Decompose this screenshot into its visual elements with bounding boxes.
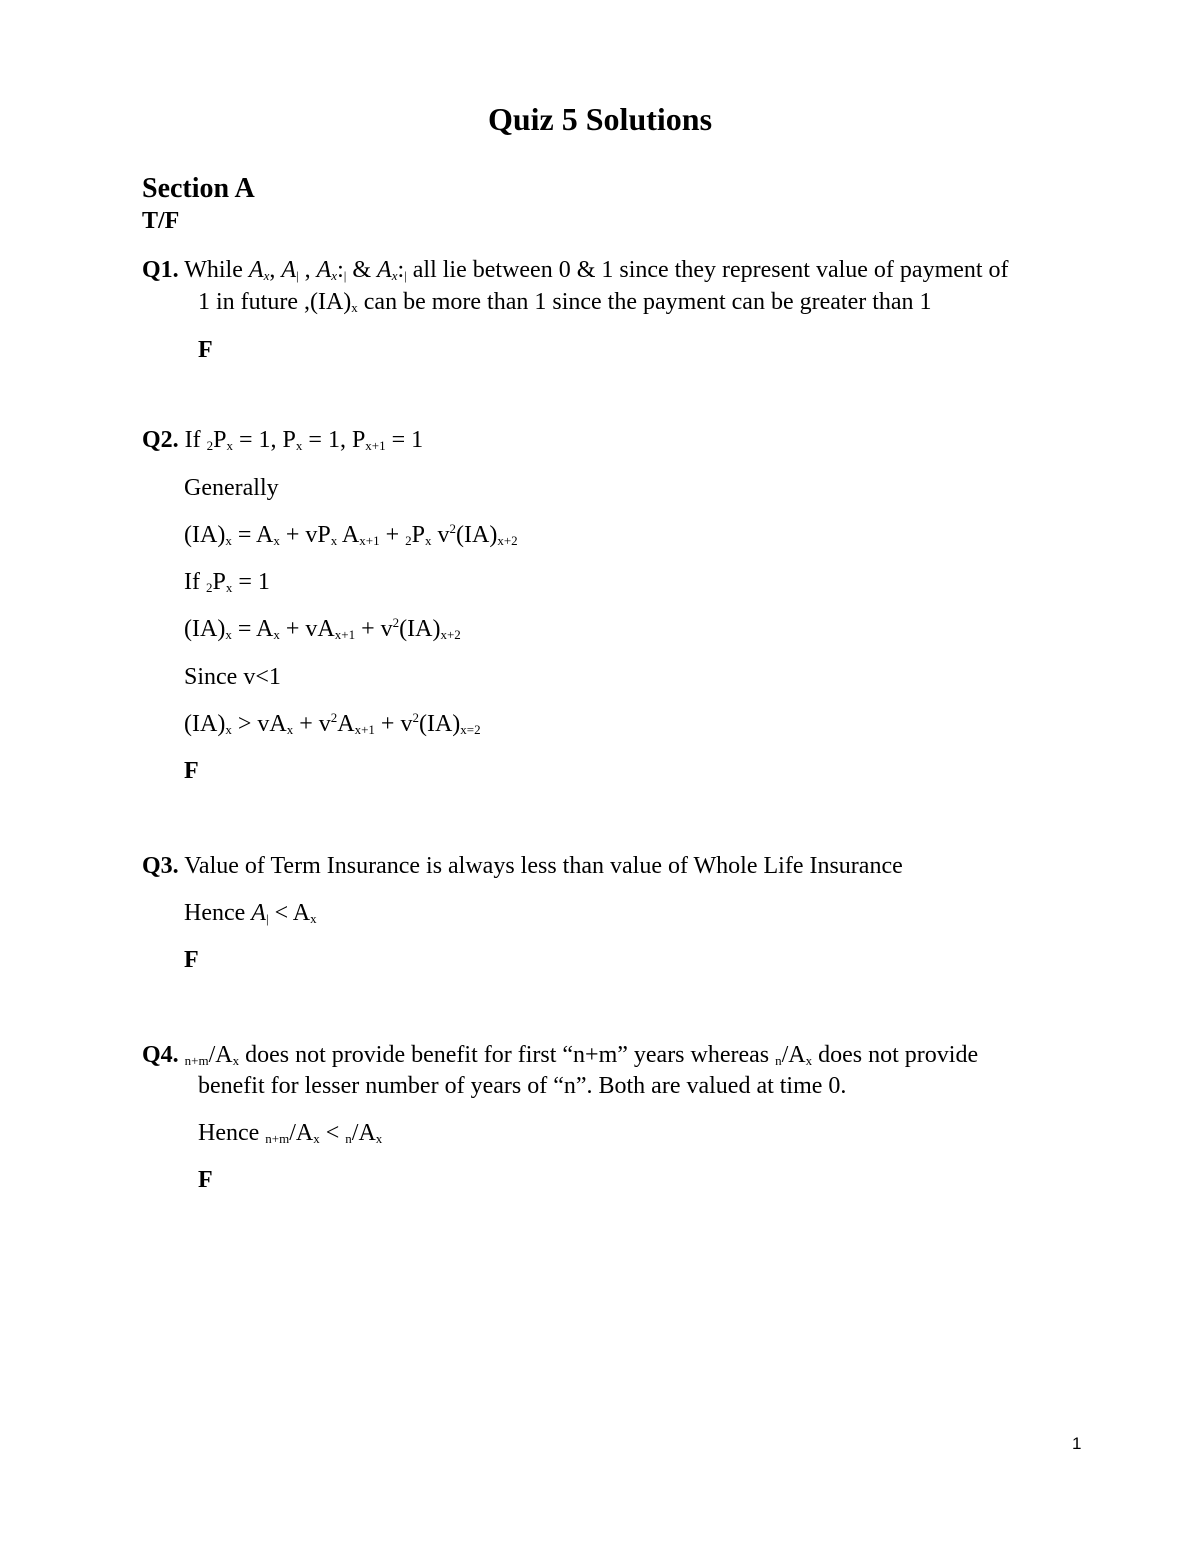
q2-if-eq: = 1 [232,569,270,595]
q2-eqc-sub-3: x+1 [354,722,375,737]
q2-eqb-sub-1: x [225,627,232,642]
q1-sub-1: x [263,268,270,283]
q3-text: Value of Term Insurance is always less than value of Whole Life Insurance [178,853,903,879]
q3-hence-word: Hence [184,900,252,926]
q4-slash-a-2: /A [781,1042,806,1068]
q2-cond-sub-x1: x [226,438,234,453]
q2-eqa-sub-2: x [273,533,280,548]
q2-eqc-sub-2: x [286,722,294,737]
q1-amp: & [346,257,378,283]
q4-hence [198,1118,382,1148]
q4-sub-nm: n+m [184,1053,209,1068]
q4-hence-sub-nm: n+m [265,1131,290,1146]
q1-sub-5: x [391,268,398,283]
q2-cond-eq1: = 1, P [233,427,296,453]
q2-eqa-sub-7: x+2 [497,533,518,548]
q4-hence-sub-x-1: x [313,1131,320,1146]
q2-eqc-ia: (IA) [184,711,226,737]
q3-line-1 [142,851,903,881]
q2-if-sub-2: 2 [205,580,213,595]
q2-equation-c [184,709,481,739]
q2-equation-a [184,520,518,550]
q2-cond-pre: If [178,427,207,453]
section-heading: Section A [142,173,255,204]
q2-eqa-sub-5: 2 [405,533,412,548]
q2-eqa-p7: (IA) [456,522,498,548]
q1-sub-4: | [343,268,347,283]
q1-comma: , [269,257,276,283]
q2-cond-p: P [213,427,227,453]
q2-cond-sub-x3: x+1 [365,438,386,453]
subsection-heading: T/F [142,208,180,234]
q2-eqa-p1: = A [231,522,274,548]
q2-cond-sub-x2: x [295,438,303,453]
q2-eqa-sub-1: x [225,533,232,548]
q1-line-2b: can be more than 1 since the payment can be greater than 1 [357,289,932,315]
q1-text-a: While [178,257,249,283]
q3-label: Q3. [142,853,179,879]
q2-eqa-p3: A [337,522,360,548]
q4-line-2: benefit for lesser number of years of “n”. Both are valued at time 0. [198,1073,847,1099]
q2-eqc-p3: A [337,711,355,737]
q1-sym-a4: A [377,257,392,283]
q4-line-1 [142,1040,978,1070]
q4-text-2: does not provide [812,1042,979,1068]
q1-line-1 [142,255,1009,285]
q2-answer: F [184,758,199,784]
q1-line-2 [198,287,932,317]
q4-hence-a-1: /A [289,1120,314,1146]
q3-sub-bar: | [265,911,269,926]
q4-sub-x-2: x [805,1053,813,1068]
q3-sub-x: x [310,911,317,926]
q3-hence [184,898,317,928]
q2-eqc-sup-2: 2 [412,710,419,725]
q1-colon-1: : [337,257,344,283]
q3-answer: F [184,947,199,973]
q2-eqa-sub-4: x+1 [359,533,380,548]
q4-label: Q4. [142,1042,179,1068]
q2-line-1 [142,425,423,455]
q4-sub-n: n [775,1053,782,1068]
q2-if-pre: If [184,569,206,595]
q2-eqa-ia: (IA) [184,522,226,548]
q2-generally: Generally [184,475,279,501]
q4-slash-a-1: /A [208,1042,233,1068]
q1-sub-2: | [296,268,299,283]
q2-eqa-p2: + vP [279,522,331,548]
q2-eqa-sub-6: x [425,533,432,548]
q4-hence-word: Hence [198,1120,266,1146]
q3-lt: < A [268,900,311,926]
q4-text-1: does not provide benefit for first “n+m” years whereas [239,1042,776,1068]
q2-eqa-p5: P [411,522,426,548]
q2-eqc-p5: (IA) [418,711,461,737]
page-title: Quiz 5 Solutions [487,101,713,137]
q4-hence-a-2: /A [351,1120,376,1146]
q2-eqc-sub-1: x [225,722,232,737]
q2-cond-eq3: = 1 [385,427,424,453]
q2-since: Since v<1 [184,664,281,690]
q1-sym-a1: A [248,257,264,283]
q1-sep: , [298,257,317,283]
q1-label: Q1. [142,257,179,283]
q2-eqa-p4: + [379,522,406,548]
q2-label: Q2. [142,427,179,453]
q2-if-line [184,567,270,597]
q3-sym-a: A [251,900,266,926]
q2-if-p: P [212,569,226,595]
q1-sub-6: | [404,268,407,283]
q2-eqb-p2: + vA [279,616,335,642]
q2-eqc-p1: > vA [231,711,287,737]
q4-hence-sub-x-2: x [375,1131,383,1146]
q2-eqb-sub-4: x+2 [440,627,461,642]
q4-sub-x-1: x [232,1053,240,1068]
q2-eqc-sup-1: 2 [330,710,338,725]
q2-equation-b [184,614,461,644]
q4-hence-sub-n: n [345,1131,352,1146]
q2-eqc-p4: + v [374,711,413,737]
q2-eqb-ia: (IA) [184,616,226,642]
q2-eqa-p6: v [431,522,450,548]
q2-eqb-p3: + v [355,616,393,642]
q2-eqb-p1: = A [231,616,274,642]
q1-sub-3: x [331,268,338,283]
q2-eqc-p2: + v [293,711,331,737]
q2-eqa-sup: 2 [449,521,457,536]
q2-eqb-sup: 2 [392,615,400,630]
q2-eqb-sub-3: x+1 [334,627,356,642]
q2-cond-sub-2: 2 [206,438,214,453]
q1-sym-a3: A [316,257,332,283]
q1-text-b: all lie between 0 & 1 since they represent value of payment of [406,257,1009,283]
q4-hence-lt: < [319,1120,346,1146]
q2-eqb-p4: (IA) [399,616,441,642]
page-number: 1 [1072,1434,1082,1453]
q2-eqc-sub-4: x=2 [460,722,481,737]
q1-colon-2: : [397,257,405,283]
q2-if-sub-x: x [225,580,233,595]
q1-sym-a2: A [281,257,297,283]
q2-eqa-sub-3: x [330,533,338,548]
q1-line-2a: 1 in future ,(IA) [198,289,352,315]
q4-answer: F [198,1167,213,1193]
q1-answer: F [198,337,213,363]
q2-cond-eq2: = 1, P [302,427,366,453]
q1-sub-7: x [351,300,358,315]
q2-eqb-sub-2: x [273,627,280,642]
